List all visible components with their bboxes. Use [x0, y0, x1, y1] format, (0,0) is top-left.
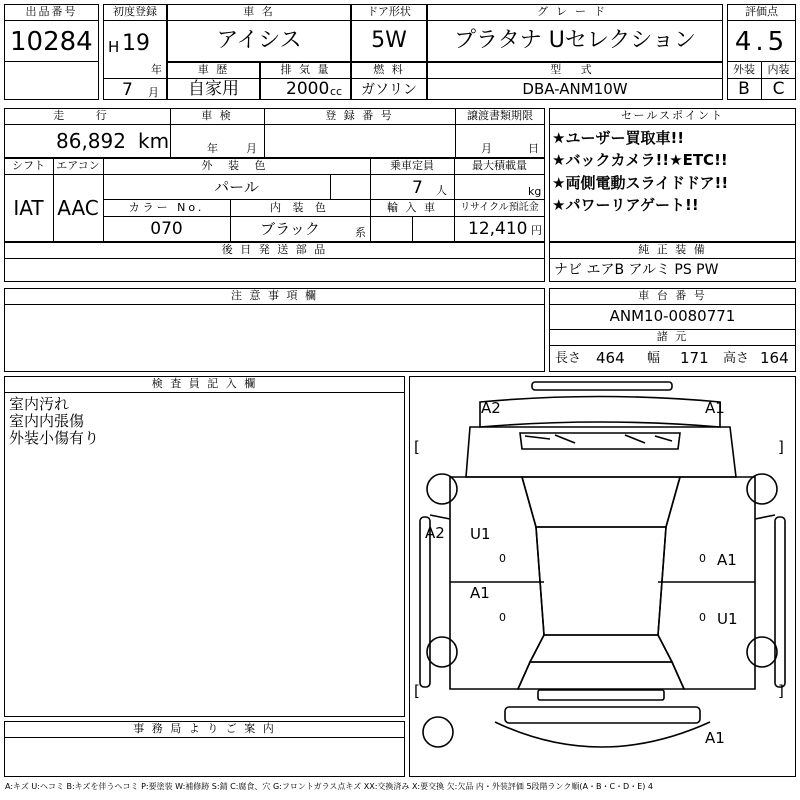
office-label: 事 務 局 よ り ご 案 内: [133, 722, 276, 735]
length-label: 長さ: [555, 351, 582, 366]
inspection-year-unit: 年: [207, 142, 218, 155]
width-value: 171: [680, 349, 709, 367]
ext-color-value: パール: [214, 178, 259, 196]
transfer-label: 譲渡書類期限: [467, 109, 533, 122]
reg-no-label: 登 録 番 号: [325, 109, 394, 122]
displacement-unit: cc: [330, 85, 343, 98]
zero-rear-right: 0: [699, 611, 706, 624]
mark-front-right: A1: [705, 399, 725, 417]
sales-points-label: セールスポイント: [620, 109, 724, 122]
model-value: DBA-ANM10W: [522, 80, 628, 98]
door-type: 5W: [371, 28, 407, 53]
mileage-unit: km: [138, 129, 170, 153]
fuel-value: ガソリン: [361, 82, 417, 98]
month-unit: 月: [148, 86, 159, 99]
capacity-unit: 人: [436, 184, 447, 197]
max-load-unit: kg: [528, 185, 542, 198]
history-label: 車 歴: [197, 63, 230, 76]
zero-front-left: 0: [499, 552, 506, 565]
mark-rear-bottom: A1: [705, 729, 725, 747]
specs-label: 諸 元: [656, 330, 689, 343]
grade-label: グレード: [537, 5, 613, 18]
shift-label: シフト: [12, 159, 45, 172]
first-reg-label: 初度登録: [113, 5, 157, 18]
mark-front-left: A2: [481, 399, 501, 417]
sales-point-3: ★両側電動スライドドア!!: [552, 174, 729, 192]
first-reg-year: 19: [122, 31, 150, 56]
bracket-right-rear: ]: [778, 682, 784, 700]
import-label: 輸 入 車: [387, 201, 437, 214]
recycle-unit: 円: [531, 224, 542, 237]
chassis-label: 車 台 番 号: [638, 289, 707, 302]
width-label: 幅: [647, 351, 661, 366]
displacement-label: 排 気 量: [280, 63, 331, 76]
mark-front-door-left: U1: [470, 525, 491, 543]
mileage-value: 86,892: [56, 129, 126, 153]
sales-point-2: ★バックカメラ!!★ETC!!: [552, 151, 728, 169]
mark-rear-door-right: U1: [717, 610, 738, 628]
chassis-value: ANM10-0080771: [609, 307, 736, 325]
recycle-value: 12,410: [468, 219, 528, 239]
mark-front-door-right: A1: [717, 551, 737, 569]
ext-score: B: [738, 79, 750, 99]
inspector-label: 検 査 員 記 入 欄: [151, 377, 258, 390]
equipment-value: ナビ エアB アルミ PS PW: [554, 262, 719, 278]
score-label: 評価点: [745, 5, 778, 18]
lot-label: 出品番号: [25, 5, 78, 18]
transfer-month-unit: 月: [481, 142, 492, 155]
door-label: ドア形状: [367, 5, 411, 18]
capacity-label: 乗車定員: [390, 159, 434, 172]
inspector-line-2: 室内内張傷: [9, 412, 85, 430]
int-score: C: [772, 79, 785, 99]
car-diagram: [409, 376, 796, 777]
first-reg-month: 7: [122, 80, 133, 100]
int-color-label: 内 装 色: [270, 201, 330, 214]
later-parts-label: 後 日 発 送 部 品: [221, 243, 328, 256]
equipment-label: 純 正 装 備: [638, 243, 707, 256]
recycle-label: リサイクル預託金: [460, 202, 539, 213]
mark-rear-door-left: A1: [470, 584, 490, 602]
car-body-outline: [410, 377, 795, 776]
sales-point-1: ★ユーザー買取車!!: [552, 129, 685, 147]
lot-number: 10284: [10, 27, 93, 57]
int-color-suffix: 系: [355, 226, 366, 239]
sales-point-4: ★パワーリアゲート!!: [552, 196, 699, 214]
aircon-label: エアコン: [56, 159, 100, 172]
bracket-left-rear: [: [414, 682, 420, 700]
fuel-label: 燃 料: [373, 63, 405, 76]
bracket-right: ]: [778, 438, 784, 456]
ext-score-label: 外装: [733, 63, 755, 76]
displacement-value: 2000: [286, 79, 330, 99]
bracket-left: [: [414, 438, 420, 456]
mark-left-side: A2: [425, 524, 445, 542]
model-label: 型 式: [550, 63, 600, 76]
grade-value: プラタナ Uセレクション: [454, 28, 696, 53]
zero-front-right: 0: [699, 552, 706, 565]
zero-rear-left: 0: [499, 611, 506, 624]
max-load-label: 最大積載量: [472, 159, 527, 172]
color-no-label: カラー No.: [128, 201, 205, 214]
shift-value: IAT: [13, 196, 44, 220]
car-name: アイシス: [216, 28, 302, 53]
ext-color-label: 外 装 色: [201, 159, 272, 172]
inspection-month-unit: 月: [246, 142, 257, 155]
legend: A:キズ U:ヘコミ B:キズを伴うヘコミ P:要塗装 W:補修跡 S:錆 C:腐食、穴 G:フロントガラス点キズ XX:交換済み X:要交換 欠:欠品 内・外装評価 5段階ランク順(A・B・C・D・E) 4: [5, 782, 654, 791]
notes-label: 注 意 事 項 欄: [231, 289, 318, 302]
car-name-label: 車 名: [243, 5, 275, 18]
overall-score: 4.5: [734, 27, 789, 57]
height-value: 164: [760, 349, 789, 367]
inspector-line-1: 室内汚れ: [9, 395, 70, 413]
aircon-value: AAC: [57, 196, 99, 220]
color-no-value: 070: [150, 219, 183, 239]
length-value: 464: [596, 349, 625, 367]
int-color-value: ブラック: [260, 220, 320, 238]
capacity-value: 7: [412, 178, 423, 198]
era: H: [108, 38, 120, 56]
inspector-line-3: 外装小傷有り: [9, 429, 100, 447]
history-value: 自家用: [188, 79, 239, 99]
transfer-day-unit: 日: [528, 142, 539, 155]
year-unit: 年: [151, 63, 162, 76]
height-label: 高さ: [723, 351, 750, 366]
mileage-label: 走 行: [53, 109, 121, 122]
int-score-label: 内装: [767, 63, 790, 76]
inspection-label: 車 検: [201, 109, 233, 122]
